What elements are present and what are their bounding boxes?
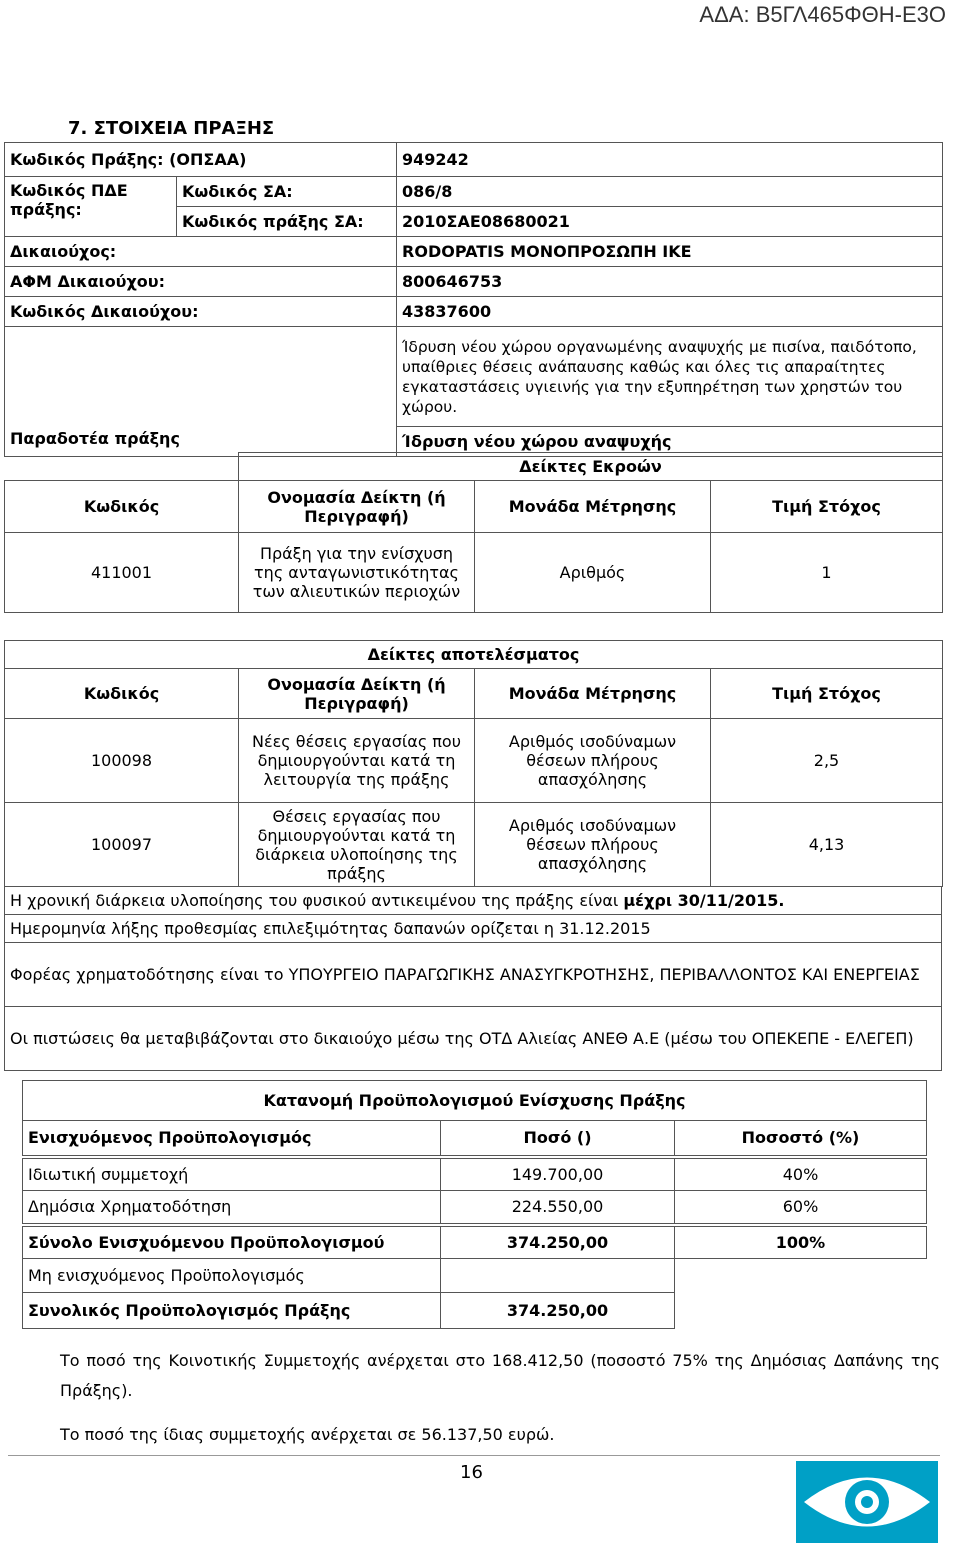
budget-title: Κατανομή Προϋπολογισμού Ενίσχυσης Πράξης [23,1081,927,1121]
own-contribution-note: Το ποσό της ίδιας συμμετοχής ανέρχεται σε 56.137,50 ευρώ. [60,1425,555,1444]
indicator-unit: Αριθμός ισοδύναμων θέσεων πλήρους απασχόλησης [475,719,711,803]
grand-total-label: Συνολικός Προϋπολογισμός Πράξης [23,1293,441,1329]
afm-value: 800646753 [397,267,943,297]
grand-total-amount: 374.250,00 [441,1293,675,1329]
table-row [23,1157,927,1191]
pde-label: Κωδικός ΠΔΕ πράξης: [5,177,177,237]
page-number: 16 [460,1462,483,1483]
eye-logo-icon [796,1461,938,1543]
result-indicators-table [4,640,943,887]
table-row [23,1259,927,1293]
beneficiary-code-label: Κωδικός Δικαιούχου: [5,297,397,327]
community-note: Το ποσό της Κοινοτικής Συμμετοχής ανέρχεται στο 168.412,50 (ποσοστό 75% της Δημόσιας Δαπάνης της Πράξης). [60,1351,940,1400]
total-supported-pct: 100% [675,1225,927,1259]
budget-col-category: Ενισχυόμενος Προϋπολογισμός [23,1121,441,1157]
output-indicators-title: Δείκτες Εκροών [239,453,943,481]
output-indicators-table [4,452,943,613]
public-label: Δημόσια Χρηματοδότηση [23,1191,441,1225]
sa-praxi-value: 2010ΣΑΕ08680021 [397,207,943,237]
indicator-name: Πράξη για την ενίσχυση της ανταγωνιστικότητας των αλιευτικών περιοχών [239,533,475,613]
funding-body-text: Φορέας χρηματοδότησης είναι το ΥΠΟΥΡΓΕΙΟ ΠΑΡΑΓΩΓΙΚΗΣ ΑΝΑΣΥΓΚΡΟΤΗΣΗΣ, ΠΕΡΙΒΑΛΛΟΝΤΟΣ ΚΑΙ ΕΝΕΡΓΕΙΑΣ [5,943,942,1007]
col-unit: Μονάδα Μέτρησης [475,481,711,533]
indicator-unit: Αριθμός [475,533,711,613]
public-pct: 60% [675,1191,927,1225]
transfer-text: Οι πιστώσεις θα μεταβιβάζονται στο δικαιούχο μέσω της ΟΤΔ Αλιείας ΑΝΕΘ Α.Ε (μέσω του ΟΠΕΚΕΠΕ - ΕΛΕΓΕΠ) [5,1007,942,1071]
table-row [23,1191,927,1225]
budget-col-percent: Ποσοστό (%) [675,1121,927,1157]
col-name: Ονομασία Δείκτη (ή Περιγραφή) [239,669,475,719]
deliverables-value: Ίδρυση νέου χώρου αναψυχής [397,427,943,457]
indicator-code: 411001 [5,533,239,613]
col-name: Ονομασία Δείκτη (ή Περιγραφή) [239,481,475,533]
col-unit: Μονάδα Μέτρησης [475,669,711,719]
table-row [5,719,943,803]
footer-divider [8,1455,940,1456]
ops-value: 949242 [397,143,943,177]
table-row [5,803,943,887]
private-amount: 149.700,00 [441,1157,675,1191]
budget-col-amount: Ποσό () [441,1121,675,1157]
col-code: Κωδικός [5,669,239,719]
unsupported-label: Μη ενισχυόμενος Προϋπολογισμός [23,1259,441,1293]
ops-label: Κωδικός Πράξης: (ΟΠΣΑΑ) [5,143,397,177]
indicator-name: Νέες θέσεις εργασίας που δημιουργούνται κατά τη λειτουργία της πράξης [239,719,475,803]
indicator-code: 100098 [5,719,239,803]
ada-code: ΑΔΑ: Β5ΓΛ465ΦΘΗ-Ε3Ο [699,2,946,27]
duration-text [5,887,942,915]
duration-prefix: Η χρονική διάρκεια υλοποίησης του φυσικού αντικειμένου της πράξης είναι [10,891,624,910]
result-indicators-title: Δείκτες αποτελέσματος [5,641,943,669]
afm-label: ΑΦΜ Δικαιούχου: [5,267,397,297]
col-target: Τιμή Στόχος [711,481,943,533]
project-description: Ίδρυση νέου χώρου οργανωμένης αναψυχής με πισίνα, παιδότοπο, υπαίθριες θέσεις ανάπαυσης καθώς και όλες τις απαραίτητες εγκαταστάσεις υγιεινής για την εξυπηρέτηση των χρηστών του χώρου. [397,327,943,427]
table-row [23,1225,927,1259]
deliverables-label: Παραδοτέα πράξης [5,327,397,457]
beneficiary-code-value: 43837600 [397,297,943,327]
sa-label: Κωδικός ΣΑ: [177,177,397,207]
sa-praxi-label: Κωδικός πράξης ΣΑ: [177,207,397,237]
private-label: Ιδιωτική συμμετοχή [23,1157,441,1191]
beneficiary-label: Δικαιούχος: [5,237,397,267]
deadline-text: Ημερομηνία λήξης προθεσμίας επιλεξιμότητας δαπανών ορίζεται η 31.12.2015 [5,915,942,943]
indicator-target: 1 [711,533,943,613]
duration-date: μέχρι 30/11/2015. [623,891,785,910]
beneficiary-value: RODOPATIS ΜΟΝΟΠΡΟΣΩΠΗ ΙΚΕ [397,237,943,267]
project-info-table [4,142,943,457]
indicator-name: Θέσεις εργασίας που δημιουργούνται κατά τη διάρκεια υλοποίησης της πράξης [239,803,475,887]
indicator-target: 2,5 [711,719,943,803]
terms-table [4,886,942,1071]
table-row [5,533,943,613]
indicator-target: 4,13 [711,803,943,887]
table-row [23,1293,927,1329]
public-amount: 224.550,00 [441,1191,675,1225]
col-code: Κωδικός [5,481,239,533]
col-target: Τιμή Στόχος [711,669,943,719]
indicator-code: 100097 [5,803,239,887]
section-title: 7. ΣΤΟΙΧΕΙΑ ΠΡΑΞΗΣ [68,118,275,139]
total-supported-label: Σύνολο Ενισχυόμενου Προϋπολογισμού [23,1225,441,1259]
sa-value: 086/8 [397,177,943,207]
indicator-unit: Αριθμός ισοδύναμων θέσεων πλήρους απασχόλησης [475,803,711,887]
total-supported-amount: 374.250,00 [441,1225,675,1259]
budget-table [22,1080,927,1329]
private-pct: 40% [675,1157,927,1191]
